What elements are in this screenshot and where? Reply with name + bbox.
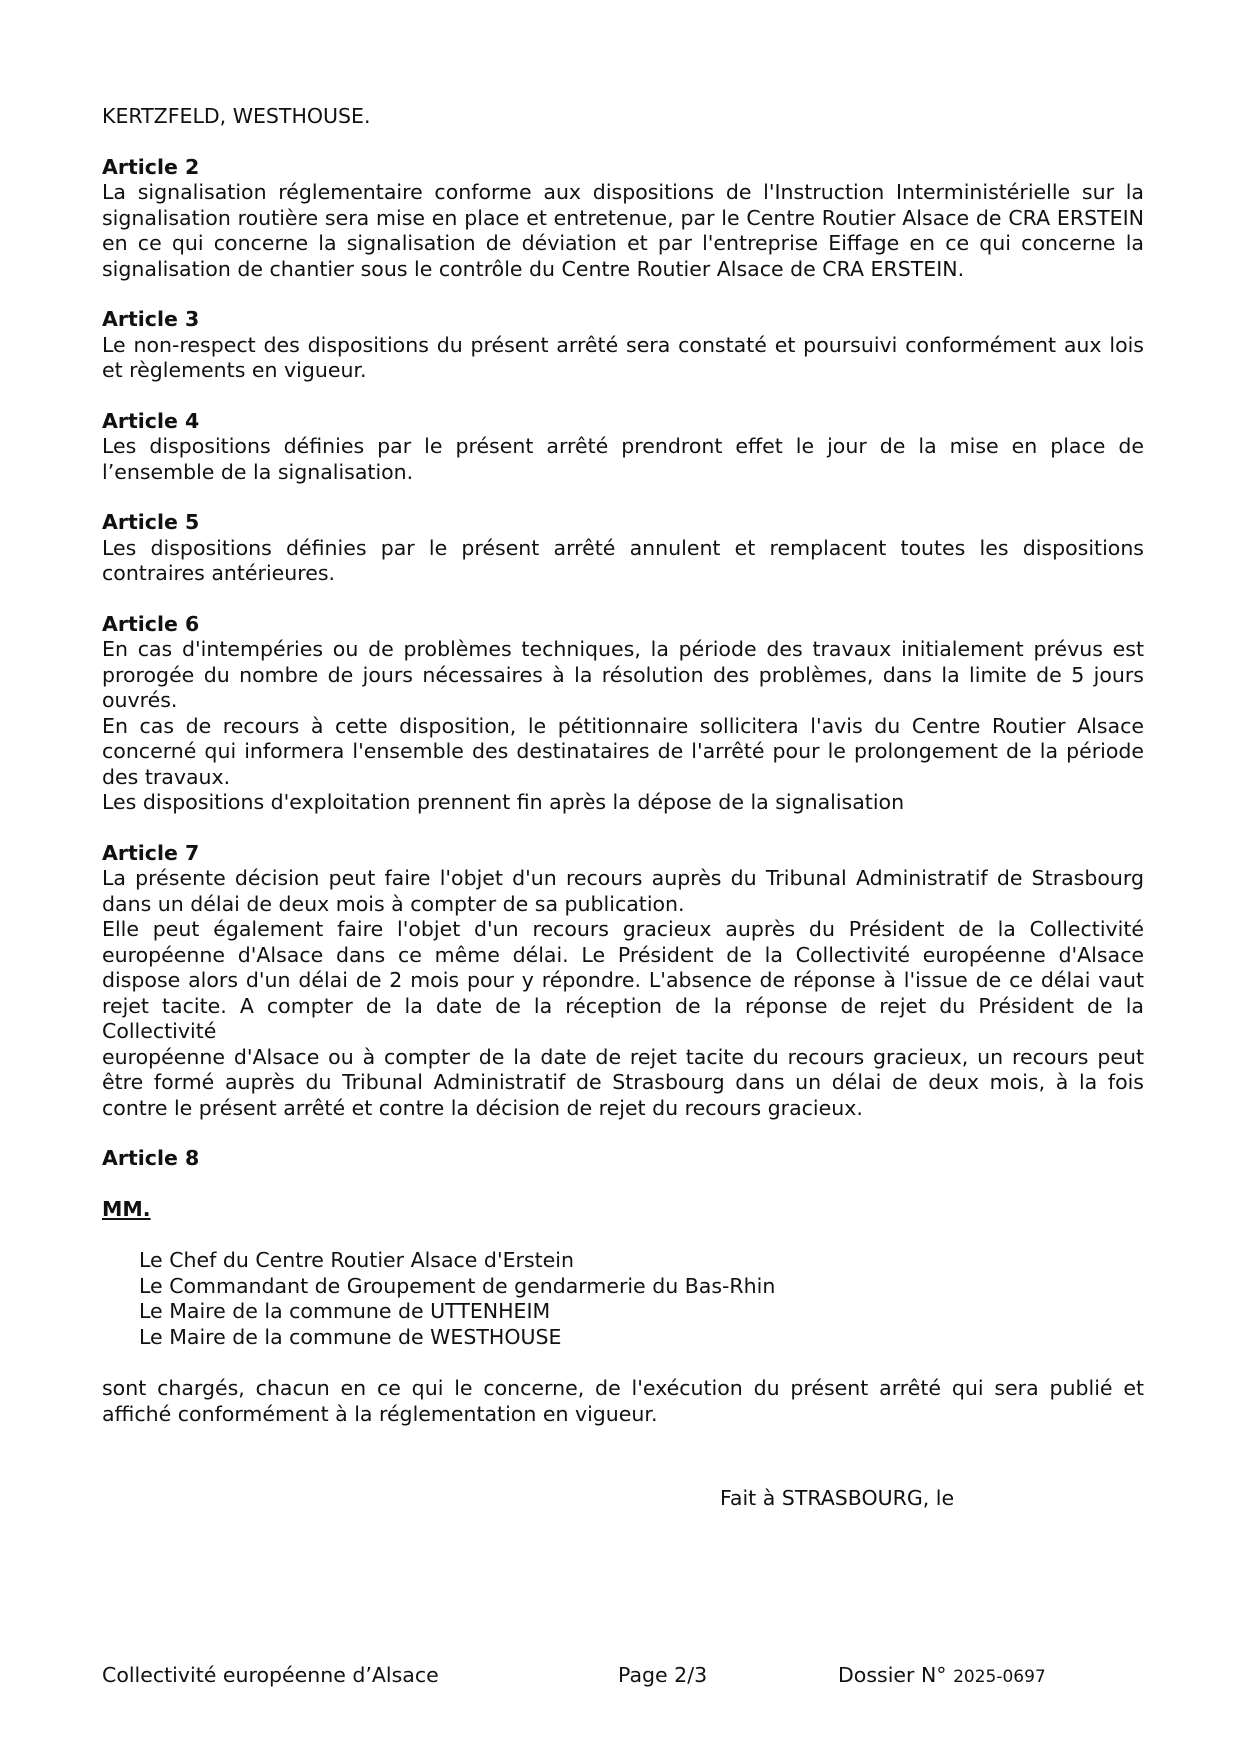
article-title: Article 2 bbox=[102, 154, 200, 179]
intro-line: KERTZFELD, WESTHOUSE. bbox=[102, 104, 371, 128]
recipient-item: Le Maire de la commune de WESTHOUSE bbox=[139, 1324, 562, 1349]
article-text-line: dans un délai de deux mois à compter de sa publication. bbox=[102, 891, 685, 916]
article-text-line: Les dispositions d'exploitation prennent fin après la dépose de la signalisation bbox=[102, 790, 905, 814]
article-text-line: et règlements en vigueur. bbox=[102, 358, 367, 382]
closing-text-line: affiché conformément à la réglementation en vigueur. bbox=[102, 1401, 658, 1426]
article-text-line: La présente décision peut faire l'objet d'un recours auprès du Tribunal Administratif de Strasbourg bbox=[102, 866, 1144, 890]
recipients-heading: MM. bbox=[102, 1196, 151, 1221]
article-title: Article 3 bbox=[102, 307, 200, 331]
article-section bbox=[102, 612, 1144, 816]
article-section bbox=[102, 155, 1144, 283]
article-text-line: En cas de recours à cette disposition, le pétitionnaire sollicitera l'avis du Centre Routier Alsace bbox=[102, 713, 1144, 738]
article-section bbox=[102, 841, 1144, 1122]
article-section bbox=[102, 307, 1144, 384]
article-title: Article 7 bbox=[102, 840, 200, 865]
recipient-item: Le Commandant de Groupement de gendarmerie du Bas-Rhin bbox=[139, 1273, 776, 1298]
article-text-line: dispose alors d'un délai de 2 mois pour y répondre. L'absence de réponse à l'issue de ce délai vaut bbox=[102, 968, 1144, 992]
closing-text-line: sont chargés, chacun en ce qui le concerne, de l'exécution du présent arrêté qui sera publié et bbox=[102, 1376, 1144, 1400]
article-text-line: Elle peut également faire l'objet d'un recours gracieux auprès du Président de la Collectivité bbox=[102, 917, 1144, 941]
article-text-line: des travaux. bbox=[102, 764, 231, 789]
article-section bbox=[102, 1146, 1144, 1172]
article-title: Article 4 bbox=[102, 408, 200, 433]
footer-dossier-label: Dossier N° bbox=[838, 1663, 947, 1687]
closing-paragraph bbox=[102, 1376, 1144, 1427]
article-text-line: Le non-respect des dispositions du présent arrêté sera constaté et poursuivi conformément aux lois bbox=[102, 332, 1144, 357]
article-text-line: signalisation routière sera mise en place et entretenue, par le Centre Routier Alsace de CRA ERSTEIN bbox=[102, 205, 1144, 230]
article-title: Article 6 bbox=[102, 611, 200, 636]
article-text-line: En cas d'intempéries ou de problèmes techniques, la période des travaux initialement prévus est bbox=[102, 637, 1144, 661]
article-title: Article 5 bbox=[102, 510, 200, 534]
article-section bbox=[102, 409, 1144, 486]
article-text-line: l’ensemble de la signalisation. bbox=[102, 459, 414, 484]
article-text-line: ouvrés. bbox=[102, 688, 178, 712]
recipient-item: Le Chef du Centre Routier Alsace d'Erstein bbox=[139, 1248, 574, 1272]
footer-dossier bbox=[838, 1663, 1046, 1691]
article-text-line: européenne d'Alsace ou à compter de la date de rejet tacite du recours gracieux, un recours peut bbox=[102, 1044, 1144, 1069]
article-text-line: contre le présent arrêté et contre la décision de rejet du recours gracieux. bbox=[102, 1095, 863, 1120]
footer-dossier-number: 2025-0697 bbox=[953, 1667, 1046, 1687]
article-text-line: contraires antérieures. bbox=[102, 561, 336, 585]
article-text-line: Les dispositions définies par le présent arrêté annulent et remplacent toutes les dispositions bbox=[102, 535, 1144, 560]
articles-list bbox=[102, 155, 1144, 1172]
article-text-line: signalisation de chantier sous le contrôle du Centre Routier Alsace de CRA ERSTEIN. bbox=[102, 256, 965, 281]
footer-org: Collectivité européenne d’Alsace bbox=[102, 1663, 439, 1687]
article-section bbox=[102, 510, 1144, 587]
article-text-line: être formé auprès du Tribunal Administratif de Strasbourg dans un délai de deux mois, à la fois bbox=[102, 1070, 1144, 1094]
recipient-item: Le Maire de la commune de UTTENHEIM bbox=[139, 1299, 551, 1323]
article-text-line: européenne d'Alsace dans ce même délai. Le Président de la Collectivité européenne d'Alsace bbox=[102, 942, 1144, 967]
article-title: Article 8 bbox=[102, 1146, 200, 1170]
article-text-line: concerné qui informera l'ensemble des destinataires de l'arrêté pour le prolongement de la période bbox=[102, 739, 1144, 763]
article-text-line: Les dispositions définies par le présent arrêté prendront effet le jour de la mise en place de bbox=[102, 434, 1144, 458]
article-text-line: prorogée du nombre de jours nécessaires à la résolution des problèmes, dans la limite de 5 jours bbox=[102, 662, 1144, 687]
article-text-line: en ce qui concerne la signalisation de déviation et par l'entreprise Eiffage en ce qui concerne la bbox=[102, 231, 1144, 255]
signature-line: Fait à STRASBOURG, le bbox=[720, 1486, 955, 1510]
recipients-list bbox=[139, 1248, 1144, 1350]
footer-page-number: Page 2/3 bbox=[618, 1663, 708, 1687]
document-body bbox=[102, 104, 1144, 1427]
article-text-line: La signalisation réglementaire conforme aux dispositions de l'Instruction Interministérielle sur la bbox=[102, 180, 1144, 204]
article-text-line: rejet tacite. A compter de la date de la réception de la réponse de rejet du Président de la Collectivité bbox=[102, 993, 1144, 1043]
